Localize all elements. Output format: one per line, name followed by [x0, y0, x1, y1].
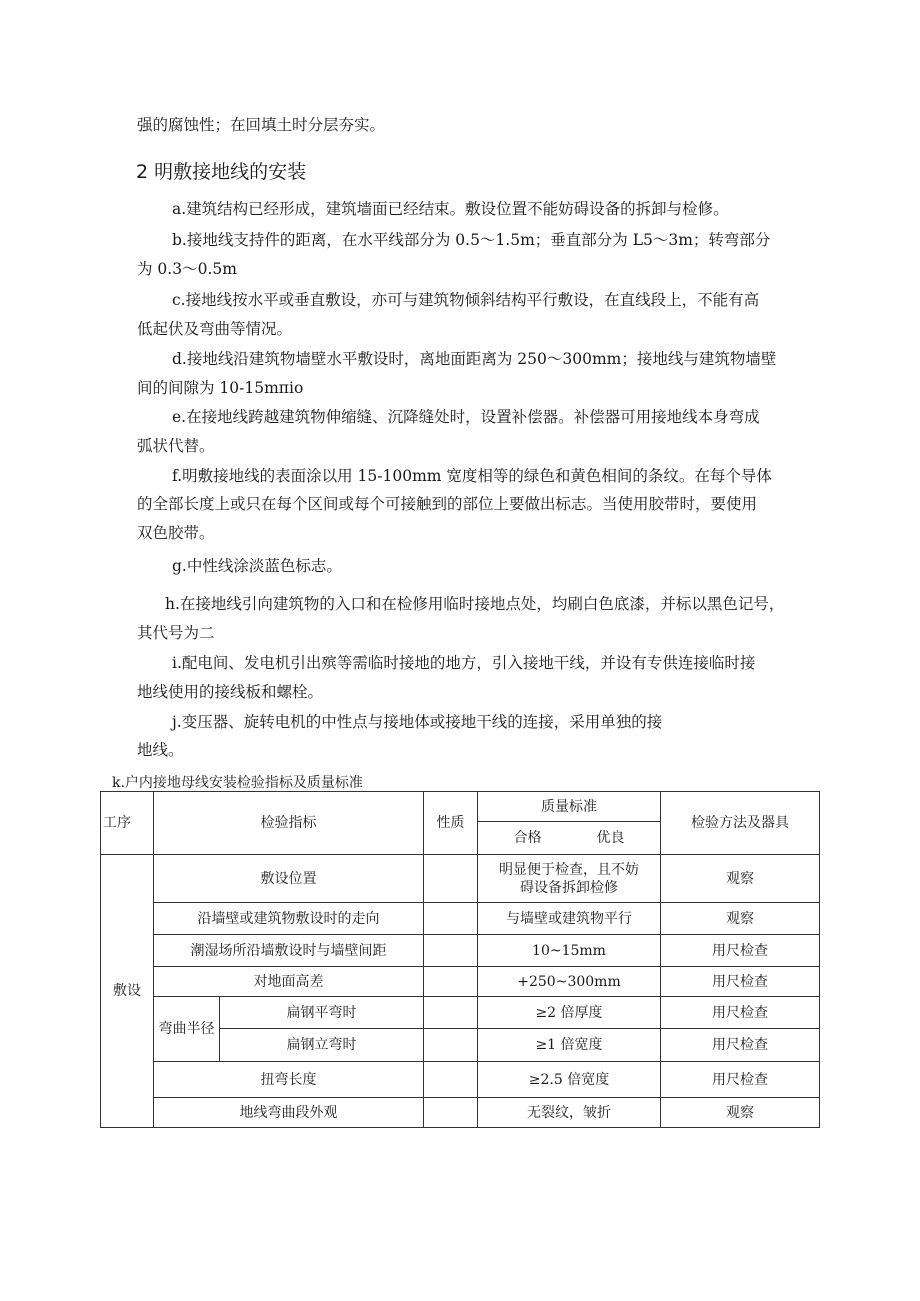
method-cell: 用尺检查	[661, 1029, 820, 1062]
header-excellent: 优良	[596, 830, 625, 846]
index-cell: 地线弯曲段外观	[154, 1098, 424, 1128]
group-cell: 敷设	[101, 855, 154, 1128]
header-index: 检验指标	[154, 792, 424, 855]
method-cell: 用尺检查	[661, 997, 820, 1029]
nature-cell	[424, 1098, 478, 1128]
paragraph-a: a.建筑结构已经形成，建筑墙面已经结束。敷设位置不能妨碍设备的拆卸与检修。	[172, 200, 729, 218]
standard-cell: ≥2.5 倍宽度	[478, 1062, 661, 1098]
paragraph-e-line1: e.在接地线跨越建筑物伸缩缝、沉降缝处时，设置补偿器。补偿器可用接地线本身弯成	[172, 408, 760, 426]
nature-cell	[424, 903, 478, 935]
header-nature: 性质	[424, 792, 478, 855]
paragraph-f-line1: f.明敷接地线的表面涂以用 15-100mm 宽度相等的绿色和黄色相间的条纹。在每个导体	[172, 467, 772, 485]
paragraph-d-line1: d.接地线沿建筑物墙壁水平敷设时，离地面距离为 250～300mm；接地线与建筑物墙壁	[172, 350, 777, 368]
paragraph-e-line2: 弧状代替。	[137, 437, 215, 455]
method-cell: 观察	[661, 855, 820, 903]
nature-cell	[424, 855, 478, 903]
index-cell: 扭弯长度	[154, 1062, 424, 1098]
paragraph-j-line2: 地线。	[137, 741, 184, 759]
method-cell: 用尺检查	[661, 935, 820, 967]
method-cell: 观察	[661, 1098, 820, 1128]
table-row	[101, 967, 820, 997]
table-row	[101, 1098, 820, 1128]
standard-cell: 无裂纹，皱折	[478, 1098, 661, 1128]
paragraph-j-line1: j.变压器、旋转电机的中性点与接地体或接地干线的连接，采用单独的接	[172, 713, 663, 731]
paragraph-c-line2: 低起伏及弯曲等情况。	[137, 320, 293, 338]
standard-cell: 与墙壁或建筑物平行	[478, 903, 661, 935]
table-row	[101, 855, 820, 903]
nature-cell	[424, 1062, 478, 1098]
paragraph-f-line3: 双色胶带。	[137, 524, 215, 542]
standard-cell: ≥2 倍厚度	[478, 997, 661, 1029]
index-cell: 敷设位置	[154, 855, 424, 903]
standard-cell: ≥1 倍宽度	[478, 1029, 661, 1062]
bend-radius-cell: 弯曲半径	[154, 997, 220, 1062]
index-cell: 对地面高差	[154, 967, 424, 997]
index-cell: 扁钢平弯时	[220, 997, 424, 1029]
table-row	[101, 935, 820, 967]
nature-cell	[424, 935, 478, 967]
paragraph-d-line2: 间的间隙为 10-15mπio	[137, 379, 304, 397]
table-caption: k.户内接地母线安装检验指标及质量标准	[112, 775, 363, 791]
standard-cell: +250~300mm	[478, 967, 661, 997]
index-cell: 潮湿场所沿墙敷设时与墙壁间距	[154, 935, 424, 967]
paragraph-continuation: 强的腐蚀性；在回填土时分层夯实。	[137, 116, 386, 134]
inspection-table	[100, 791, 820, 1128]
paragraph-b-line1: b.接地线支持件的距离，在水平线部分为 0.5～1.5m；垂直部分为 L5～3m；转弯部分	[172, 231, 771, 249]
paragraph-h-line1: h.在接地线引向建筑物的入口和在检修用临时接地点处，均刷白色底漆，并标以黑色记号，	[165, 595, 785, 613]
method-cell: 观察	[661, 903, 820, 935]
index-cell: 扁钢立弯时	[220, 1029, 424, 1062]
paragraph-b-line2: 为 0.3～0.5m	[137, 260, 237, 278]
header-method: 检验方法及器具	[661, 792, 820, 855]
table-row	[101, 997, 820, 1029]
paragraph-g: g.中性线涂淡蓝色标志。	[172, 557, 342, 575]
standard-cell: 10~15mm	[478, 935, 661, 967]
header-quality-standard: 质量标准	[478, 792, 661, 822]
index-cell: 沿墙壁或建筑物敷设时的走向	[154, 903, 424, 935]
header-process: 工序	[101, 792, 154, 855]
paragraph-i-line2: 地线使用的接线板和螺栓。	[137, 683, 324, 701]
table-row	[101, 903, 820, 935]
paragraph-i-line1: i.配电间、发电机引出殡等需临时接地的地方，引入接地干线，并设有专供连接临时接	[172, 654, 756, 672]
nature-cell	[424, 997, 478, 1029]
standard-cell: 明显便于检查，且不妨碍设备拆卸检修	[478, 855, 661, 903]
nature-cell	[424, 1029, 478, 1062]
paragraph-c-line1: c.接地线按水平或垂直敷设，亦可与建筑物倾斜结构平行敷设，在直线段上，不能有高	[172, 291, 760, 309]
method-cell: 用尺检查	[661, 967, 820, 997]
method-cell: 用尺检查	[661, 1062, 820, 1098]
nature-cell	[424, 967, 478, 997]
table-row	[101, 1062, 820, 1098]
header-pass-excellent	[478, 822, 661, 855]
paragraph-f-line2: 的全部长度上或只在每个区间或每个可接触到的部位上要做出标志。当使用胶带时，要使用	[137, 495, 758, 513]
paragraph-h-line2: 其代号为二	[137, 624, 215, 642]
section-heading: 2 明敷接地线的安装	[136, 161, 307, 183]
header-pass: 合格	[513, 830, 542, 846]
